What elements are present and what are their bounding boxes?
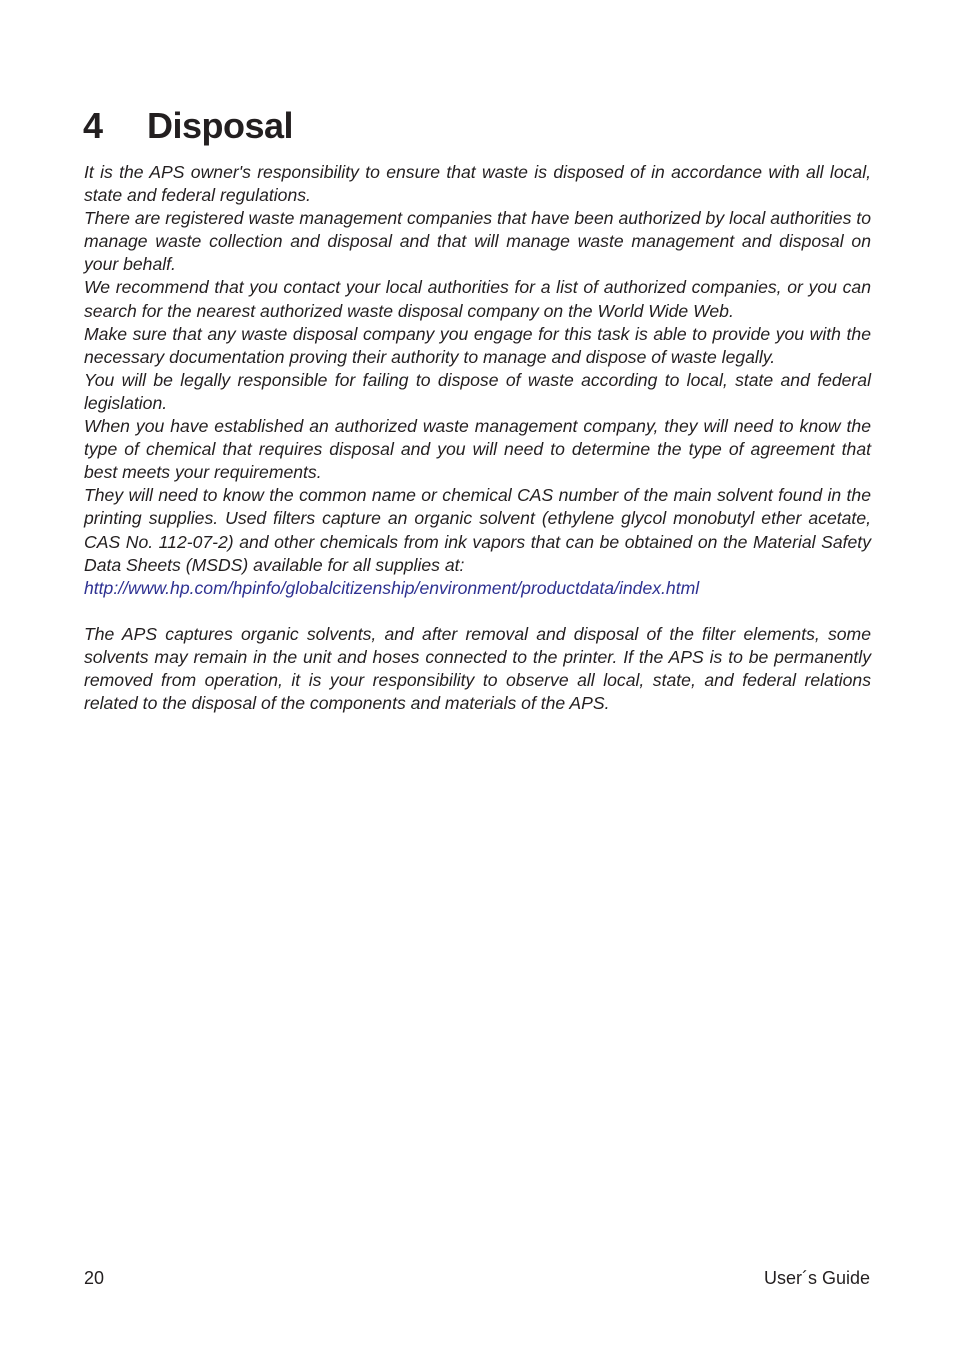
guide-title: User´s Guide bbox=[763, 1268, 870, 1288]
paragraph-chemical-type: When you have established an authorized waste management company, they will need to know the type of chemical that requires disposal and you will need to determine the type of agreement that best meets your requirements. bbox=[84, 416, 871, 483]
chapter-number: 4 bbox=[83, 105, 103, 146]
paragraph-cas-number: They will need to know the common name or chemical CAS number of the main solvent found in the printing supplies. Used filters capture an organic solvent (ethylene glycol monobutyl ether acetate, CAS No. 112-07-2) and other chemicals from ink vapors that can be obtained on the Material Safety Data Sheets (MSDS) available for all supplies at: bbox=[84, 485, 871, 575]
page-number: 20 bbox=[84, 1268, 105, 1288]
body-text bbox=[84, 161, 871, 715]
paragraph-legal-responsibility: You will be legally responsible for failing to dispose of waste according to local, state and federal legislation. bbox=[84, 369, 871, 413]
paragraph-responsibility: It is the APS owner's responsibility to ensure that waste is disposed of in accordance with all local, state and federal regulations. bbox=[84, 162, 871, 206]
paragraph-recommendation: We recommend that you contact your local authorities for a list of authorized companies, or you can search for the nearest authorized waste disposal company on the World Wide Web. bbox=[84, 277, 871, 321]
paragraph-closing: The APS captures organic solvents, and after removal and disposal of the filter elements, some solvents may remain in the unit and hoses connected to the printer. If the APS is to be permanently removed from operation, it is your responsibility to observe all local, state, and federal relations related to the disposal of the components and materials of the APS. bbox=[84, 623, 871, 714]
chapter-heading bbox=[83, 96, 293, 156]
paragraph-documentation: Make sure that any waste disposal company you engage for this task is able to provide you with the necessary documentation proving their authority to manage and dispose of waste legally. bbox=[84, 323, 871, 367]
msds-link[interactable]: http://www.hp.com/hpinfo/globalcitizenship/environment/productdata/index.html bbox=[84, 577, 700, 598]
chapter-title: Disposal bbox=[147, 105, 294, 146]
paragraph-registered-companies: There are registered waste management companies that have been authorized by local authorities to manage waste collection and disposal and that will manage waste management and disposal on your behalf. bbox=[84, 208, 871, 275]
